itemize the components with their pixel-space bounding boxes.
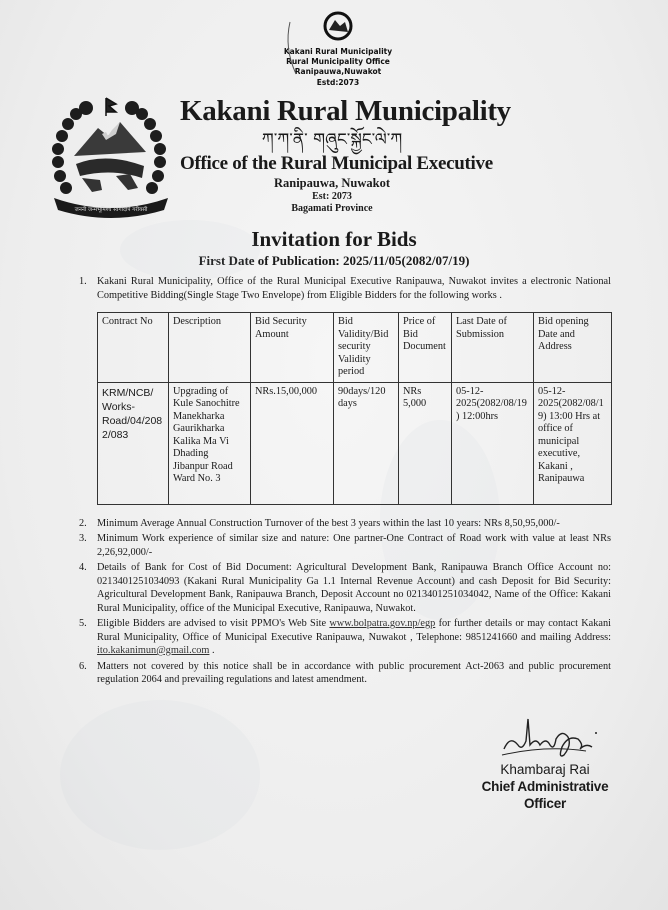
cell-description: Upgrading of Kule Sanochitre Manekharka Gaurikharka Kalika Ma Vi Dhading Jibanpur Road Ward No. 3 [169,382,251,504]
signatory-role: Chief Administrative Officer [481,778,609,811]
ppmo-website-link[interactable]: www.bolpatra.gov.np/egp [329,618,436,629]
item-number: 6. [79,660,87,672]
email-link[interactable]: ito.kakanimun@gmail.com [97,645,210,656]
notice-item-5 [79,617,611,658]
signature-block [460,715,630,812]
item-text: Minimum Work experience of similar size and nature: One partner-One Contract of Road work with value at least NRs 2,26,92,000/- [97,533,611,558]
col-validity: Bid Validity/Bid security Validity period [334,313,399,383]
stamp-text-top: Kakani Rural Municipality [283,47,393,56]
col-description: Description [169,313,251,383]
table-header-row [98,313,612,383]
notice-item-1 [79,275,611,302]
cell-validity: 90days/120 days [334,382,399,504]
item-number: 5. [79,618,87,629]
office-location: Ranipauwa, Nuwakot [273,176,390,190]
municipality-title: Kakani Rural Municipality [180,95,511,127]
established-year: Est: 2073 [312,191,352,202]
col-contract-no: Contract No [98,313,169,383]
col-last-date: Last Date of Submission [452,313,534,383]
stamp-text-bottom: Ranipauwa,Nuwakot [294,67,382,76]
notice-item-3 [79,532,611,559]
item-text: Matters not covered by this notice shall be in accordance with public procurement Act-2063 and public procurement regulation 2064 and prevailing regulations and latest amendment. [97,660,611,685]
item-number: 2. [79,517,87,529]
cell-opening: 05-12-2025(2082/08/19) 13:00 Hrs at office of municipal executive, Kakani , Ranipauwa [534,382,612,504]
letterhead-text [180,94,511,215]
notice-item-2 [79,517,611,531]
cell-last-date: 05-12-2025(2082/08/19) 12:00hrs [452,382,534,504]
notice-body [79,275,611,687]
bids-table [97,312,612,505]
item-text: . [209,645,215,656]
nepal-emblem [46,94,176,222]
office-name: Office of the Rural Municipal Executive [180,153,493,174]
item-text: Minimum Average Annual Construction Turnover of the best 3 years within the last 10 years: NRs 8,50,95,000/- [97,517,560,529]
col-price: Price of Bid Document [399,313,452,383]
stamp-est: Estd:2073 [316,78,360,87]
notice-item-4 [79,561,611,615]
item-text: for further details or may contact Kakani Rural Municipality, Office of Municipal Executive Ranipauwa, Nuwakot , Telephone: 9851241660 and mailing Address: [97,618,611,643]
col-bid-security: Bid Security Amount [251,313,334,383]
item-number: 1. [79,276,87,287]
item-number: 3. [79,533,87,544]
item-text: Details of Bank for Cost of Bid Document: Agricultural Development Bank, Ranipauwa Branch Office Account no: 0213401251034093 (Kakani Rural Municipality Ga 1.1 Internal Revenue Account) and cash Deposit for Bid Security: Agricultural Development Bank, Ranipauwa Branch, Deposit Account no 0213401251034042, Name of the Office: Kakani Rural Municipality, office of the Municipal Executive, Ranipauwa, Nuwakot. [97,562,611,614]
cell-price: NRs 5,000 [399,382,452,504]
emblem-caption: जननी जन्मभूमिश्च स्वर्गादपि गरीयसी [74,207,148,213]
province: Bagamati Province [291,203,373,214]
scan-smudge [60,700,260,850]
publication-date: First Date of Publication: 2025/11/05(2082/07/19) [198,253,470,268]
notice-title: Invitation for Bids [251,227,417,251]
cell-bid-security: NRs.15,00,000 [251,382,334,504]
item-text: Eligible Bidders are advised to visit PPMO's Web Site [97,618,330,629]
stamp-text-mid: Rural Municipality Office [286,57,390,66]
office-stamp [278,8,398,94]
municipality-title-script: ཀ་ཀ་ནི་ གཞུང་སྐྱོང་ལེ་ཀ [261,130,403,150]
letterhead [0,94,668,220]
cell-contract-no: KRM/NCB/ Works-Road/04/2082/083 [98,382,169,504]
table-row [98,382,612,504]
notice-item-6 [79,660,611,687]
item-number: 4. [79,562,87,573]
item-text: Kakani Rural Municipality, Office of the Rural Municipal Executive Ranipauwa, Nuwakot invites a electronic National Competitive Bidding(Single Stage Two Envelope) from Eligible Bidders for the following works . [97,276,611,301]
signatory-name: Khambaraj Rai [500,761,590,777]
col-opening: Bid opening Date and Address [534,313,612,383]
signature-mark [496,715,606,761]
